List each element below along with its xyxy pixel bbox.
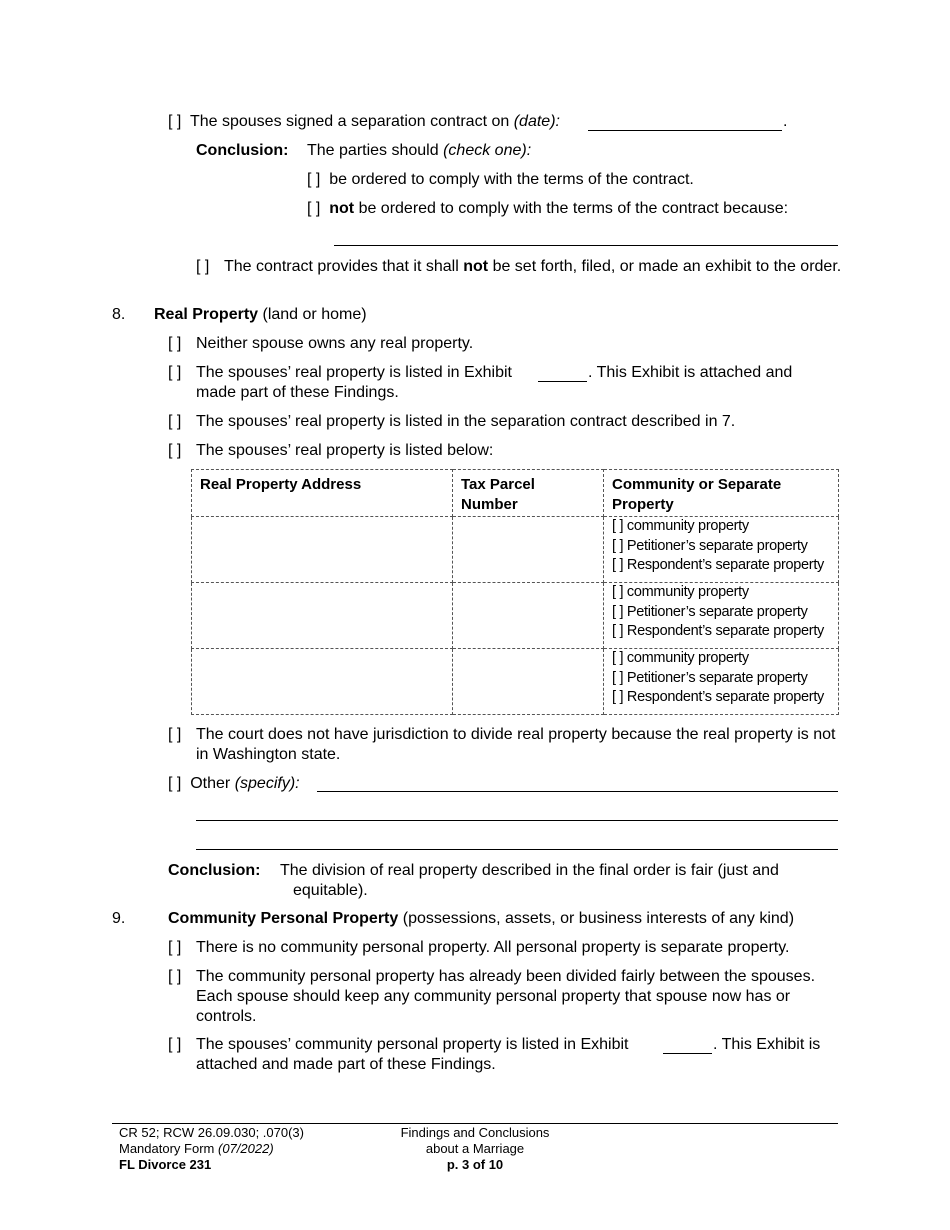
footer-mandatory-label: Mandatory Form (119, 1141, 215, 1156)
other-label: Other (190, 775, 231, 792)
header-parcel: Tax Parcel Number (453, 470, 604, 517)
option-community[interactable]: [ ] community property (612, 650, 749, 666)
conclusion-label: Conclusion: (168, 862, 261, 879)
real-property-conclusion-text: The division of real property described in the final order is fair (just and equitable). (280, 862, 779, 899)
footer-rule-citation: CR 52; RCW 26.09.030; .070(3) (119, 1125, 304, 1140)
table-header-row (192, 470, 839, 517)
comply-option (307, 170, 694, 190)
already-divided-text: The community personal property has already been divided fairly between the spouses. Each spouse should keep any community personal property that spouse now has or controls. (196, 968, 816, 1025)
address-cell[interactable] (192, 649, 453, 715)
check-one-label: (check one): (443, 142, 532, 159)
option-petitioner[interactable]: [ ] Petitioner’s separate property (612, 669, 808, 686)
section-title: Real Property (154, 306, 259, 323)
checkbox[interactable]: [ ] (168, 442, 182, 459)
option-respondent[interactable]: [ ] Respondent’s separate property (612, 689, 825, 705)
footer-rule (112, 1123, 838, 1124)
table-row (192, 649, 839, 715)
contract-post: be set forth, filed, or made an exhibit to the order. (492, 258, 842, 275)
footer-left (119, 1125, 304, 1173)
checkbox[interactable]: [ ] (168, 726, 182, 743)
option-respondent[interactable]: [ ] Respondent’s separate property (612, 557, 825, 573)
checkbox[interactable]: [ ] (168, 113, 182, 130)
section-subtitle: (possessions, assets, or business interests of any kind) (402, 910, 795, 927)
checkbox[interactable]: [ ] (307, 200, 321, 217)
table-row (192, 583, 839, 649)
other-row (168, 774, 300, 794)
footer-form-id: FL Divorce 231 (119, 1157, 212, 1172)
checkbox[interactable]: [ ] (168, 1036, 182, 1053)
conclusion-text (307, 141, 531, 161)
section-heading (154, 305, 367, 325)
contract-not: not (463, 258, 489, 275)
contract-checkbox[interactable]: [ ] (196, 258, 210, 275)
no-community-property-text: There is no community personal property. All personal property is separate property. (196, 939, 790, 956)
checkbox[interactable]: [ ] (168, 775, 182, 792)
other-field-line-3[interactable] (196, 849, 838, 850)
personal-exhibit-post-text: . This Exhibit is attached and made part of these Findings. (196, 1036, 821, 1073)
specify-label: (specify): (234, 775, 300, 792)
checkbox[interactable]: [ ] (168, 413, 182, 430)
checkbox[interactable]: [ ] (168, 364, 182, 381)
not-comply-option (307, 199, 788, 219)
exhibit-post-text: . This Exhibit is attached and made part of these Findings. (196, 364, 793, 401)
property-type-cell (604, 583, 839, 649)
period: . (783, 113, 788, 130)
property-type-cell (604, 517, 839, 583)
parcel-cell[interactable] (453, 517, 604, 583)
comply-text: be ordered to comply with the terms of the contract. (329, 171, 694, 188)
address-cell[interactable] (192, 517, 453, 583)
real-property-table (191, 469, 839, 715)
checkbox[interactable]: [ ] (168, 335, 182, 352)
header-address: Real Property Address (192, 470, 453, 517)
footer-mandatory-form (119, 1141, 304, 1157)
listed-below-text: The spouses’ real property is listed below: (196, 442, 494, 459)
other-field-line-1[interactable] (317, 791, 838, 792)
section-number: 9. (112, 910, 126, 927)
option-community[interactable]: [ ] community property (612, 584, 749, 600)
section-subtitle: (land or home) (262, 306, 367, 323)
jurisdiction-text: The court does not have jurisdiction to divide real property because the real property is not in Washington state. (196, 726, 836, 763)
date-label: (date): (513, 113, 560, 130)
other-field-line-2[interactable] (196, 820, 838, 821)
header-property-type: Community or Separate Property (604, 470, 839, 517)
no-real-property-text: Neither spouse owns any real property. (196, 335, 474, 352)
parcel-cell[interactable] (453, 649, 604, 715)
conclusion-label: Conclusion: (196, 142, 289, 159)
contract-provision-text (224, 257, 844, 277)
property-type-cell (604, 649, 839, 715)
option-community[interactable]: [ ] community property (612, 518, 749, 534)
page-number: p. 3 of 10 (446, 1157, 504, 1172)
separation-contract-row (168, 112, 560, 132)
footer-doc-title-1: Findings and Conclusions (400, 1125, 550, 1140)
separation-contract-text: The spouses signed a separation contract on (189, 113, 510, 130)
option-petitioner[interactable]: [ ] Petitioner’s separate property (612, 603, 808, 620)
footer-form-date: (07/2022) (218, 1141, 274, 1156)
date-field[interactable] (588, 130, 782, 131)
option-petitioner[interactable]: [ ] Petitioner’s separate property (612, 537, 808, 554)
personal-exhibit-pre-text: The spouses’ community personal property is listed in Exhibit (196, 1036, 629, 1053)
exhibit-pre-text: The spouses’ real property is listed in Exhibit (196, 364, 512, 381)
section-heading (168, 909, 794, 929)
footer-doc-title-2: about a Marriage (425, 1141, 525, 1156)
reason-field[interactable] (334, 245, 838, 246)
checkbox[interactable]: [ ] (307, 171, 321, 188)
table-row (192, 517, 839, 583)
section-title: Community Personal Property (168, 910, 399, 927)
section-number: 8. (112, 306, 126, 323)
parcel-cell[interactable] (453, 583, 604, 649)
checkbox[interactable]: [ ] (168, 968, 182, 985)
address-cell[interactable] (192, 583, 453, 649)
not-comply-text: be ordered to comply with the terms of the contract because: (358, 200, 789, 217)
footer-center (375, 1125, 575, 1173)
contract-pre: The contract provides that it shall (224, 258, 459, 275)
conclusion-sentence: The parties should (307, 142, 439, 159)
not-bold: not (329, 200, 355, 217)
checkbox[interactable]: [ ] (168, 939, 182, 956)
separation-contract-listed-text: The spouses’ real property is listed in the separation contract described in 7. (196, 413, 736, 430)
option-respondent[interactable]: [ ] Respondent’s separate property (612, 623, 825, 639)
